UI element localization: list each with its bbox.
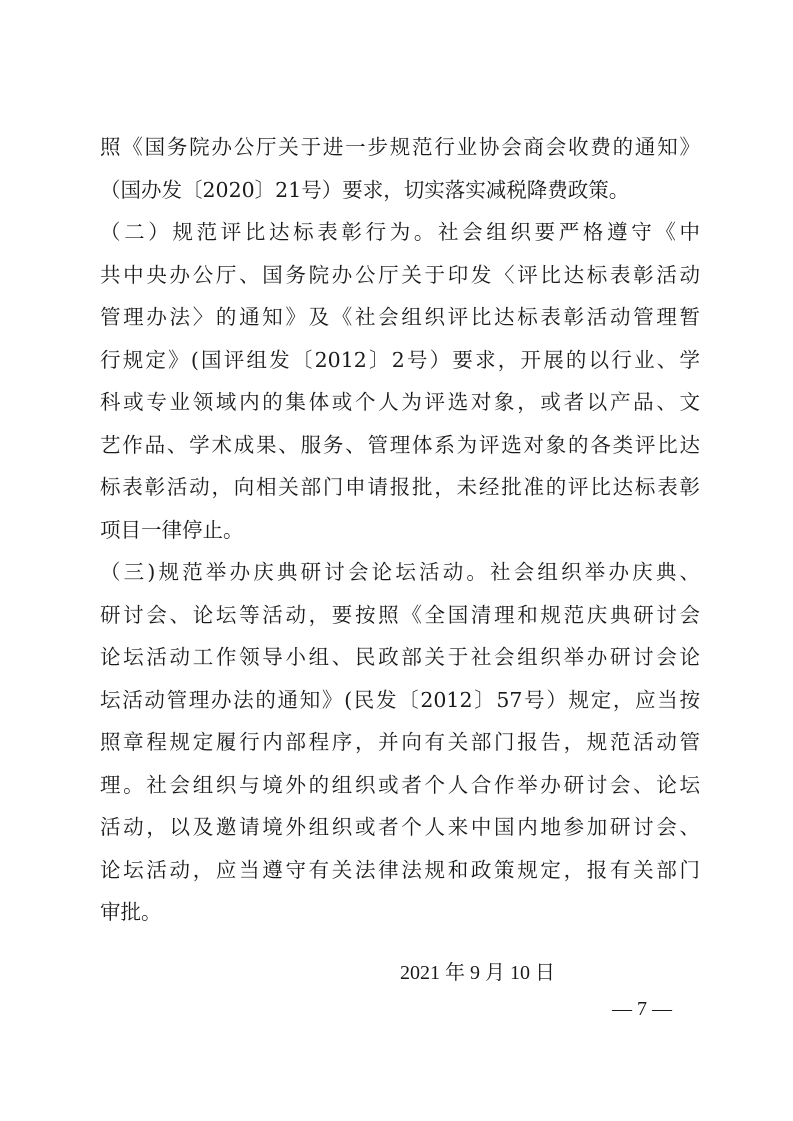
- document-date: 2021 年 9 月 10 日: [400, 962, 555, 984]
- text-line: 审批。: [100, 900, 162, 924]
- text-line: 科或专业领域内的集体或个人为评选对象，或者以产品、文: [100, 390, 700, 414]
- text-line: 管理办法〉的通知》及《社会组织评比达标表彰活动管理暂: [100, 305, 700, 329]
- document-body: [100, 126, 700, 934]
- section-three-heading-line: （三)规范举办庆典研讨会论坛活动。社会组织举办庆典、: [100, 560, 700, 584]
- text-line: 研讨会、论坛等活动，要按照《全国清理和规范庆典研讨会: [100, 602, 700, 627]
- text-line: 艺作品、学术成果、服务、管理体系为评选对象的各类评比达: [100, 432, 700, 457]
- text-line: 论坛活动工作领导小组、民政部关于社会组织举办研讨会论: [100, 645, 700, 669]
- text-line: 照《国务院办公厅关于进一步规范行业协会商会收费的通知》: [100, 135, 700, 159]
- text-line: 共中央办公厅、国务院办公厅关于印发〈评比达标表彰活动: [100, 262, 700, 287]
- text-line: 行规定》(国评组发〔2012〕2号）要求，开展的以行业、学: [100, 347, 700, 372]
- text-line: 标表彰活动，向相关部门申请报批，未经批准的评比达标表彰: [100, 475, 700, 499]
- text-line: 活动，以及邀请境外组织或者个人来中国内地参加研讨会、: [100, 815, 700, 839]
- text-line: 坛活动管理办法的通知》(民发〔2012〕57号）规定，应当按: [100, 687, 700, 712]
- page-number: — 7 —: [612, 998, 672, 1020]
- text-line: （国办发〔2020〕21号）要求，切实落实减税降费政策。: [100, 177, 630, 202]
- text-line: 论坛活动，应当遵守有关法律法规和政策规定，报有关部门: [100, 857, 700, 882]
- text-line: 理。社会组织与境外的组织或者个人合作举办研讨会、论坛: [100, 772, 700, 797]
- section-two-heading-line: （二）规范评比达标表彰行为。社会组织要严格遵守《中: [100, 220, 700, 244]
- text-line: 照章程规定履行内部程序，并向有关部门报告，规范活动管: [100, 730, 700, 754]
- text-line: 项目一律停止。: [100, 517, 244, 542]
